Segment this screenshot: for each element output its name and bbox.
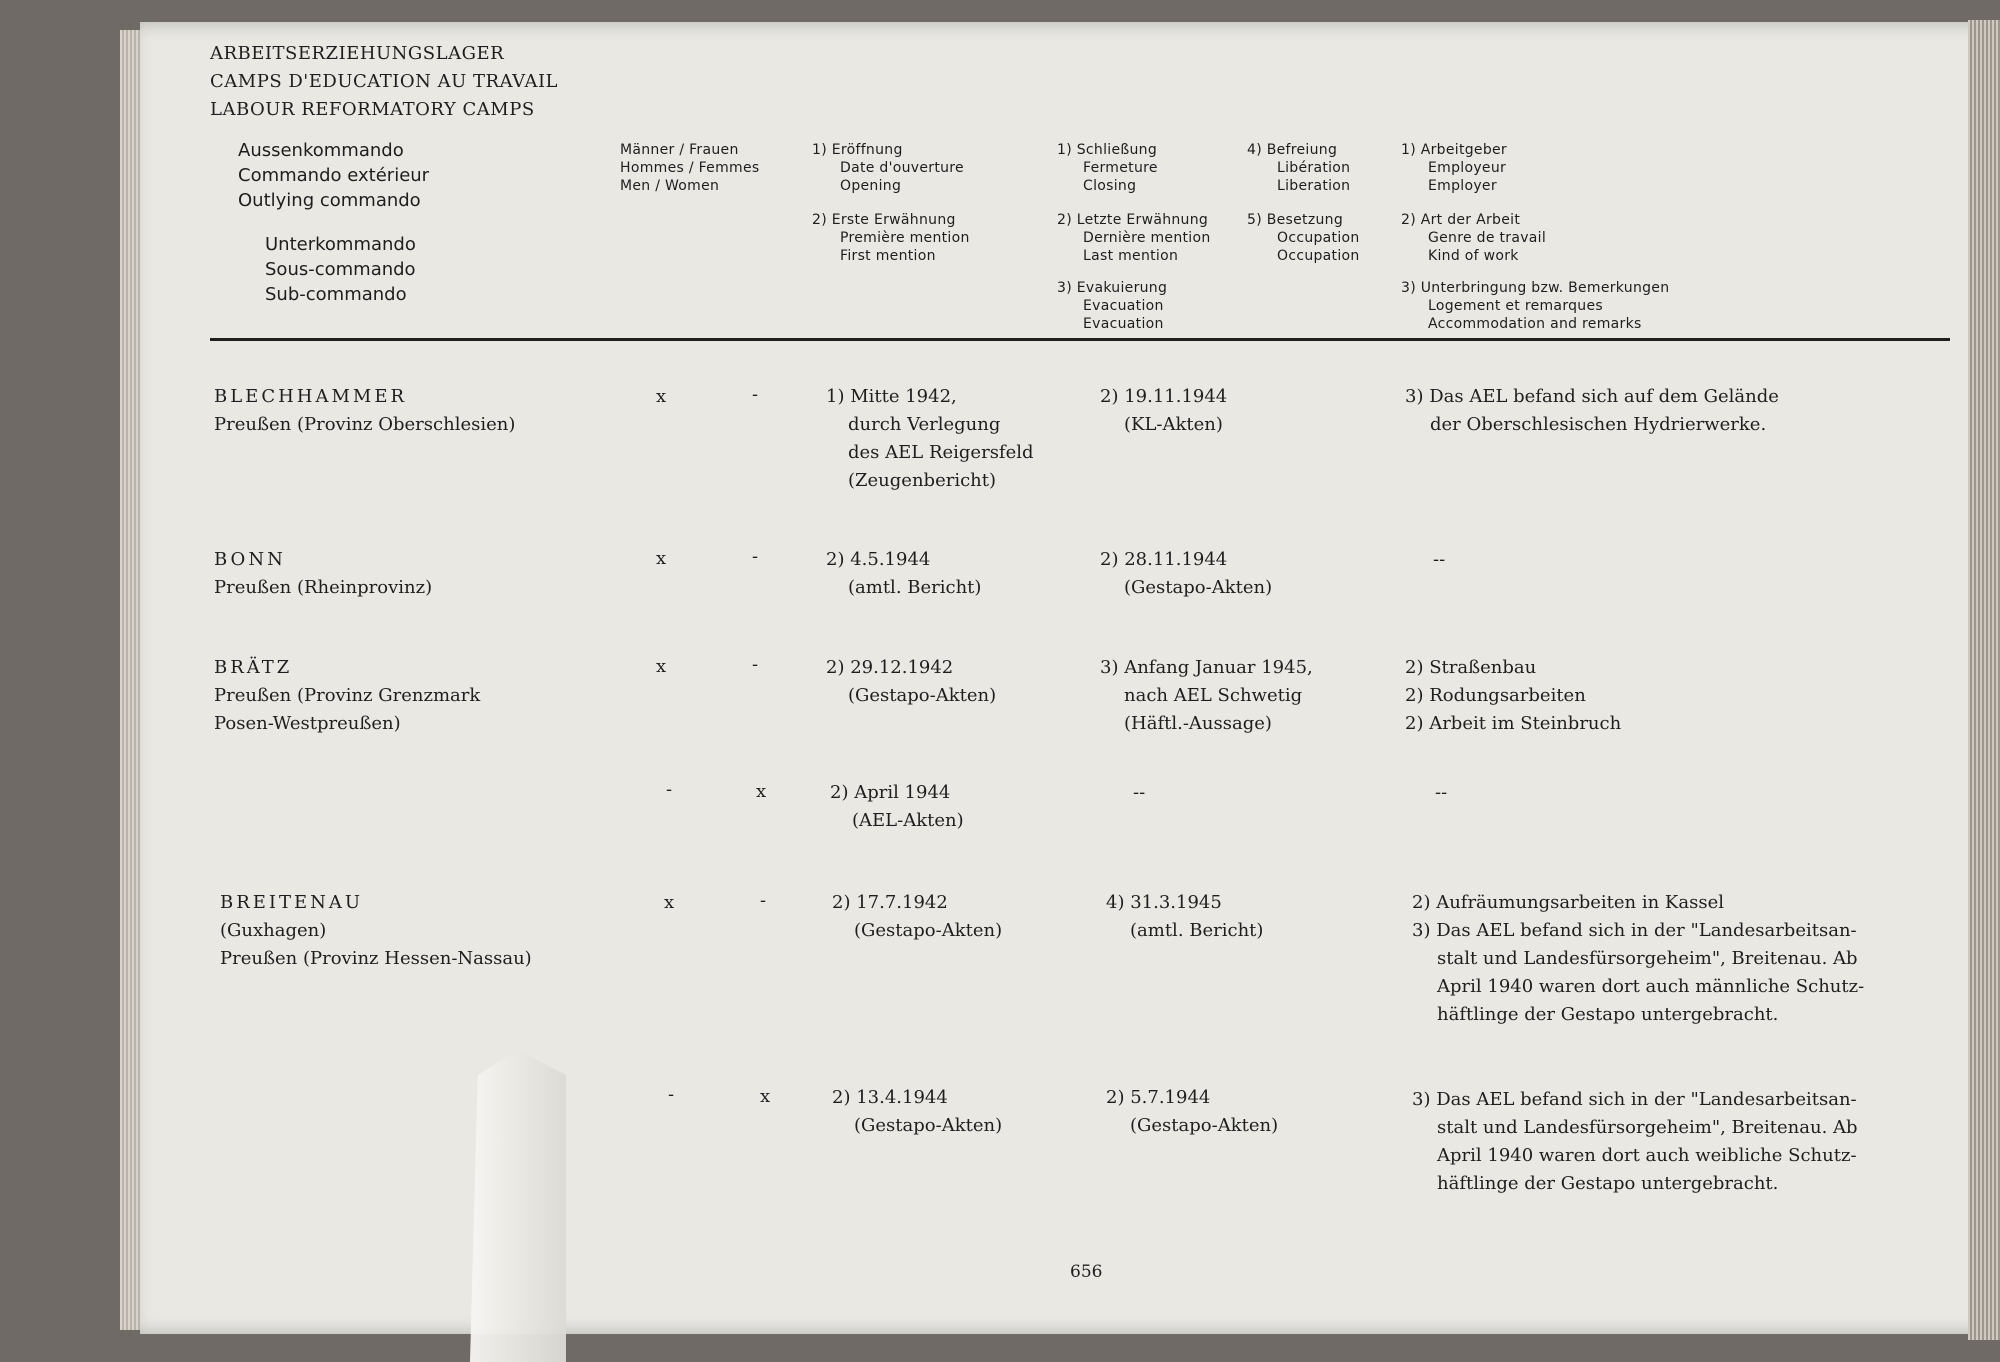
cell-line: 4) 31.3.1945 xyxy=(1106,892,1222,913)
women-mark: x xyxy=(760,1086,771,1107)
cell-line: stalt und Landesfürsorgeheim", Breitenau. Ab xyxy=(1437,948,1858,969)
camp-region: Preußen (Provinz Grenzmark xyxy=(214,685,481,706)
header-evacuation xyxy=(1057,279,1167,333)
page-number: 656 xyxy=(1070,1262,1103,1282)
header-line: Opening xyxy=(840,178,902,194)
cell-line: (amtl. Bericht) xyxy=(1130,920,1264,941)
header-line: 2) Art der Arbeit xyxy=(1401,212,1521,228)
cell-line: 2) Rodungsarbeiten xyxy=(1405,685,1586,706)
cell-line: -- xyxy=(1435,782,1448,803)
header-line: 2) Erste Erwähnung xyxy=(812,212,956,228)
title-line: CAMPS D'EDUCATION AU TRAVAIL xyxy=(210,71,559,92)
opening-cell xyxy=(832,1084,1002,1140)
cell-line: (Zeugenbericht) xyxy=(848,470,997,491)
header-line: Employer xyxy=(1428,178,1497,194)
cell-line: (Häftl.-Aussage) xyxy=(1124,713,1272,734)
entry-camp xyxy=(214,654,480,738)
remarks-cell xyxy=(1435,779,1447,807)
header-line: Accommodation and remarks xyxy=(1428,316,1642,332)
header-line: First mention xyxy=(840,248,936,264)
opening-cell xyxy=(832,889,1002,945)
men-mark: - xyxy=(668,1084,675,1105)
page-title xyxy=(210,40,558,124)
cell-line: 2) 5.7.1944 xyxy=(1106,1087,1211,1108)
camp-region: Preußen (Provinz Hessen-Nassau) xyxy=(220,948,532,969)
cell-line: (Gestapo-Akten) xyxy=(1124,577,1273,598)
header-employer xyxy=(1401,141,1507,195)
opening-cell xyxy=(826,383,1034,495)
header-line: 4) Befreiung xyxy=(1247,142,1338,158)
cell-line: (Gestapo-Akten) xyxy=(1130,1115,1279,1136)
bookmark-strip xyxy=(470,1050,566,1362)
camp-name: BRÄTZ xyxy=(214,657,293,678)
remarks-cell xyxy=(1433,546,1445,574)
header-line: Occupation xyxy=(1277,230,1360,246)
header-line: Aussenkommando xyxy=(238,140,404,161)
remarks-cell xyxy=(1405,654,1621,738)
header-line: Occupation xyxy=(1277,248,1360,264)
header-sex xyxy=(620,141,759,195)
opening-cell xyxy=(826,546,981,602)
cell-line: 3) Das AEL befand sich in der "Landesarbeitsan- xyxy=(1412,1089,1857,1110)
cell-line: 1) Mitte 1942, xyxy=(826,386,957,407)
cell-line: -- xyxy=(1133,782,1146,803)
header-line: 3) Evakuierung xyxy=(1057,280,1168,296)
header-line: Liberation xyxy=(1277,178,1351,194)
closing-cell xyxy=(1106,889,1263,945)
cell-line: 2) Straßenbau xyxy=(1405,657,1537,678)
cell-line: 3) Das AEL befand sich auf dem Gelände xyxy=(1405,386,1779,407)
cell-line: (Gestapo-Akten) xyxy=(854,920,1003,941)
remarks-cell xyxy=(1412,1086,1858,1198)
entry-camp xyxy=(220,889,532,973)
closing-cell xyxy=(1133,779,1145,807)
header-opening xyxy=(812,141,964,195)
header-work xyxy=(1401,211,1546,265)
closing-cell xyxy=(1100,383,1227,439)
cell-line: 2) 29.12.1942 xyxy=(826,657,954,678)
header-line: Sub-commando xyxy=(265,284,407,305)
header-line: Outlying commando xyxy=(238,190,421,211)
header-remarks xyxy=(1401,279,1669,333)
entry-camp xyxy=(214,546,432,602)
header-line: Men / Women xyxy=(620,178,720,194)
cell-line: 3) Anfang Januar 1945, xyxy=(1100,657,1313,678)
cell-line: der Oberschlesischen Hydrierwerke. xyxy=(1430,414,1767,435)
header-line: Libération xyxy=(1277,160,1351,176)
cell-line: April 1940 waren dort auch weibliche Schutz- xyxy=(1437,1145,1857,1166)
camp-region: Preußen (Rheinprovinz) xyxy=(214,577,433,598)
cell-line: 2) Aufräumungsarbeiten in Kassel xyxy=(1412,892,1724,913)
cell-line: 2) 4.5.1944 xyxy=(826,549,931,570)
closing-cell xyxy=(1106,1084,1278,1140)
header-divider xyxy=(210,338,1950,341)
men-mark: x xyxy=(656,386,667,407)
cell-line: 2) 28.11.1944 xyxy=(1100,549,1228,570)
women-mark: - xyxy=(752,546,759,567)
cell-line: häftlinge der Gestapo untergebracht. xyxy=(1437,1004,1779,1025)
women-mark: - xyxy=(752,384,759,405)
cell-line: 3) Das AEL befand sich in der "Landesarbeitsan- xyxy=(1412,920,1857,941)
opening-cell xyxy=(826,654,996,710)
header-line: Employeur xyxy=(1428,160,1507,176)
header-line: Commando extérieur xyxy=(238,165,430,186)
header-line: Fermeture xyxy=(1083,160,1158,176)
header-line: Kind of work xyxy=(1428,248,1519,264)
header-commando xyxy=(238,138,429,213)
header-line: 5) Besetzung xyxy=(1247,212,1344,228)
header-line: Last mention xyxy=(1083,248,1179,264)
camp-region: (Guxhagen) xyxy=(220,920,327,941)
remarks-cell xyxy=(1412,889,1864,1029)
header-line: Genre de travail xyxy=(1428,230,1547,246)
header-line: Sous-commando xyxy=(265,259,416,280)
camp-name: BLECHHAMMER xyxy=(214,386,408,407)
cell-line: 2) 13.4.1944 xyxy=(832,1087,948,1108)
women-mark: x xyxy=(756,781,767,802)
title-line: ARBEITSERZIEHUNGSLAGER xyxy=(210,43,505,64)
header-line: 2) Letzte Erwähnung xyxy=(1057,212,1209,228)
remarks-cell xyxy=(1405,383,1779,439)
cell-line: April 1940 waren dort auch männliche Schutz- xyxy=(1437,976,1865,997)
closing-cell xyxy=(1100,654,1313,738)
men-mark: - xyxy=(666,779,673,800)
header-occupation xyxy=(1247,211,1360,265)
entry-camp xyxy=(214,383,515,439)
book-page-edges-right xyxy=(1968,20,2000,1340)
header-line: Closing xyxy=(1083,178,1137,194)
header-closing xyxy=(1057,141,1158,195)
header-line: Première mention xyxy=(840,230,970,246)
women-mark: - xyxy=(760,890,767,911)
header-line: 1) Schließung xyxy=(1057,142,1158,158)
cell-line: (amtl. Bericht) xyxy=(848,577,982,598)
men-mark: x xyxy=(656,548,667,569)
camp-name: BREITENAU xyxy=(220,892,364,913)
header-line: Hommes / Femmes xyxy=(620,160,760,176)
header-line: 1) Arbeitgeber xyxy=(1401,142,1507,158)
header-line: Männer / Frauen xyxy=(620,142,739,158)
title-line: LABOUR REFORMATORY CAMPS xyxy=(210,99,535,120)
cell-line: 2) 19.11.1944 xyxy=(1100,386,1228,407)
men-mark: x xyxy=(656,656,667,677)
header-line: 1) Eröffnung xyxy=(812,142,903,158)
opening-cell xyxy=(830,779,964,835)
header-line: Date d'ouverture xyxy=(840,160,964,176)
cell-line: 2) 17.7.1942 xyxy=(832,892,948,913)
cell-line: 2) April 1944 xyxy=(830,782,951,803)
cell-line: durch Verlegung xyxy=(848,414,1001,435)
header-line: Logement et remarques xyxy=(1428,298,1603,314)
header-line: 3) Unterbringung bzw. Bemerkungen xyxy=(1401,280,1670,296)
header-line: Evacuation xyxy=(1083,316,1164,332)
men-mark: x xyxy=(664,892,675,913)
header-liberation xyxy=(1247,141,1350,195)
camp-region: Preußen (Provinz Oberschlesien) xyxy=(214,414,516,435)
cell-line: nach AEL Schwetig xyxy=(1124,685,1303,706)
cell-line: 2) Arbeit im Steinbruch xyxy=(1405,713,1622,734)
cell-line: (Gestapo-Akten) xyxy=(854,1115,1003,1136)
cell-line: (KL-Akten) xyxy=(1124,414,1223,435)
cell-line: (AEL-Akten) xyxy=(852,810,964,831)
header-line: Unterkommando xyxy=(265,234,416,255)
cell-line: -- xyxy=(1433,549,1446,570)
cell-line: häftlinge der Gestapo untergebracht. xyxy=(1437,1173,1779,1194)
cell-line: (Gestapo-Akten) xyxy=(848,685,997,706)
closing-cell xyxy=(1100,546,1272,602)
cell-line: des AEL Reigersfeld xyxy=(848,442,1034,463)
cell-line: stalt und Landesfürsorgeheim", Breitenau. Ab xyxy=(1437,1117,1858,1138)
women-mark: - xyxy=(752,654,759,675)
header-last-mention xyxy=(1057,211,1211,265)
header-first-mention xyxy=(812,211,970,265)
header-line: Evacuation xyxy=(1083,298,1164,314)
camp-name: BONN xyxy=(214,549,286,570)
header-line: Dernière mention xyxy=(1083,230,1211,246)
header-subcommando xyxy=(265,232,416,307)
camp-region: Posen-Westpreußen) xyxy=(214,713,401,734)
